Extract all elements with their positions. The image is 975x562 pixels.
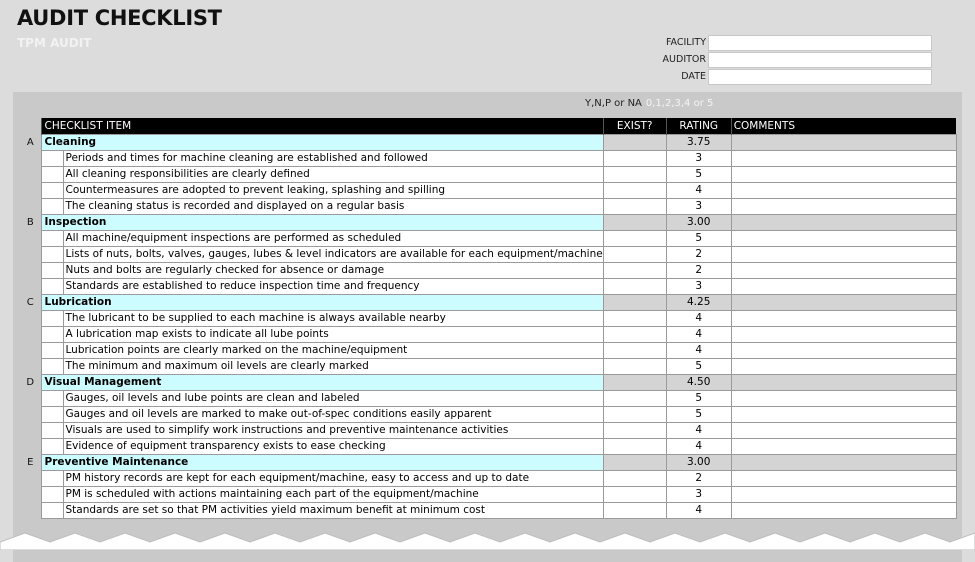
- item-letter-spacer: [20, 406, 41, 422]
- item-indent-cell: [41, 230, 63, 246]
- item-indent-cell: [41, 166, 63, 182]
- checklist-item-text: The lubricant to be supplied to each machine is always available nearby: [63, 310, 603, 326]
- section-name: Visual Management: [41, 374, 603, 390]
- item-letter-spacer: [20, 422, 41, 438]
- item-indent-cell: [41, 246, 63, 262]
- checklist-item-row: [20, 502, 956, 518]
- checklist-item-text: The minimum and maximum oil levels are clearly marked: [63, 358, 603, 374]
- comments-cell[interactable]: [731, 342, 956, 358]
- section-name: Lubrication: [41, 294, 603, 310]
- exist-input-cell[interactable]: [603, 326, 666, 342]
- letter-header: [20, 118, 41, 134]
- comments-cell[interactable]: [731, 422, 956, 438]
- section-exist-cell: [603, 294, 666, 310]
- checklist-item-row: [20, 246, 956, 262]
- checklist-item-row: [20, 230, 956, 246]
- item-letter-spacer: [20, 182, 41, 198]
- exist-input-cell[interactable]: [603, 358, 666, 374]
- audit-meta-fields: [630, 34, 932, 85]
- comments-header: COMMENTS: [731, 118, 956, 134]
- comments-cell[interactable]: [731, 262, 956, 278]
- checklist-item-row: [20, 310, 956, 326]
- section-rating: 4.25: [666, 294, 731, 310]
- section-row: [20, 214, 956, 230]
- checklist-item-row: [20, 198, 956, 214]
- exist-input-cell[interactable]: [603, 166, 666, 182]
- item-letter-spacer: [20, 358, 41, 374]
- checklist-item-text: Standards are established to reduce inspection time and frequency: [63, 278, 603, 294]
- checklist-item-text: Standards are set so that PM activities yield maximum benefit at minimum cost: [63, 502, 603, 518]
- item-indent-cell: [41, 486, 63, 502]
- section-letter: E: [27, 456, 34, 468]
- comments-cell[interactable]: [731, 182, 956, 198]
- item-indent-cell: [41, 326, 63, 342]
- rating-hint: [585, 98, 713, 109]
- section-rating: 3.00: [666, 454, 731, 470]
- item-letter-spacer: [20, 502, 41, 518]
- checklist-item-text: Nuts and bolts are regularly checked for absence or damage: [63, 262, 603, 278]
- checklist-item-header: CHECKLIST ITEM: [41, 118, 603, 134]
- checklist-item-text: Gauges and oil levels are marked to make out-of-spec conditions easily apparent: [63, 406, 603, 422]
- section-comments-cell: [731, 454, 956, 470]
- rating-cell[interactable]: 4: [666, 502, 731, 518]
- item-letter-spacer: [20, 278, 41, 294]
- checklist-item-row: [20, 486, 956, 502]
- checklist-item-text: PM is scheduled with actions maintaining each part of the equipment/machine: [63, 486, 603, 502]
- section-name: Cleaning: [41, 134, 603, 150]
- checklist-item-text: PM history records are kept for each equipment/machine, easy to access and up to date: [63, 470, 603, 486]
- date-row: [630, 68, 932, 85]
- rating-cell[interactable]: 5: [666, 358, 731, 374]
- comments-cell[interactable]: [731, 230, 956, 246]
- rating-cell[interactable]: 4: [666, 182, 731, 198]
- auditor-label: AUDITOR: [662, 54, 706, 65]
- rating-cell[interactable]: 3: [666, 278, 731, 294]
- item-letter-spacer: [20, 230, 41, 246]
- comments-cell[interactable]: [731, 486, 956, 502]
- checklist-item-text: Periods and times for machine cleaning are established and followed: [63, 150, 603, 166]
- rating-cell[interactable]: 4: [666, 342, 731, 358]
- checklist-item-text: Countermeasures are adopted to prevent leaking, splashing and spilling: [63, 182, 603, 198]
- item-letter-spacer: [20, 150, 41, 166]
- rating-cell[interactable]: 4: [666, 310, 731, 326]
- facility-row: [630, 34, 932, 51]
- item-letter-spacer: [20, 198, 41, 214]
- exist-input-cell[interactable]: [603, 502, 666, 518]
- item-letter-spacer: [20, 262, 41, 278]
- exist-input-cell[interactable]: [603, 150, 666, 166]
- item-letter-spacer: [20, 166, 41, 182]
- checklist-item-text: Lubrication points are clearly marked on the machine/equipment: [63, 342, 603, 358]
- date-field[interactable]: [708, 69, 932, 85]
- comments-cell[interactable]: [731, 278, 956, 294]
- rating-cell[interactable]: 4: [666, 438, 731, 454]
- checklist-item-row: [20, 166, 956, 182]
- exist-input-cell[interactable]: [603, 182, 666, 198]
- checklist-item-text: Evidence of equipment transparency exists to ease checking: [63, 438, 603, 454]
- exist-input-cell[interactable]: [603, 278, 666, 294]
- section-letter: A: [26, 136, 34, 148]
- checklist-item-row: [20, 150, 956, 166]
- section-comments-cell: [731, 134, 956, 150]
- item-indent-cell: [41, 262, 63, 278]
- rating-header: RATING: [666, 118, 731, 134]
- facility-field[interactable]: [708, 35, 932, 51]
- checklist-item-row: [20, 438, 956, 454]
- checklist-item-row: [20, 470, 956, 486]
- item-indent-cell: [41, 422, 63, 438]
- auditor-row: [630, 51, 932, 68]
- checklist-item-row: [20, 278, 956, 294]
- exist-hint: Y,N,P or NA: [585, 98, 642, 109]
- torn-edge: [0, 531, 975, 550]
- page-title: AUDIT CHECKLIST: [17, 6, 222, 30]
- rating-cell[interactable]: 3: [666, 150, 731, 166]
- item-indent-cell: [41, 358, 63, 374]
- item-indent-cell: [41, 438, 63, 454]
- item-letter-spacer: [20, 326, 41, 342]
- checklist-item-text: A lubrication map exists to indicate all lube points: [63, 326, 603, 342]
- item-indent-cell: [41, 470, 63, 486]
- date-label: DATE: [681, 71, 706, 82]
- comments-cell[interactable]: [731, 198, 956, 214]
- checklist-rows: [20, 134, 956, 518]
- item-indent-cell: [41, 390, 63, 406]
- exist-header: EXIST?: [603, 118, 666, 134]
- item-indent-cell: [41, 198, 63, 214]
- section-exist-cell: [603, 454, 666, 470]
- checklist-item-text: All cleaning responsibilities are clearly defined: [63, 166, 603, 182]
- auditor-field[interactable]: [708, 52, 932, 68]
- rating-cell[interactable]: 4: [666, 422, 731, 438]
- checklist-item-row: [20, 342, 956, 358]
- exist-input-cell[interactable]: [603, 246, 666, 262]
- checklist-table: [20, 118, 957, 519]
- section-name: Preventive Maintenance: [41, 454, 603, 470]
- comments-cell[interactable]: [731, 406, 956, 422]
- item-letter-spacer: [20, 310, 41, 326]
- rating-cell[interactable]: 4: [666, 326, 731, 342]
- section-letter: D: [26, 376, 35, 388]
- comments-cell[interactable]: [731, 438, 956, 454]
- comments-cell[interactable]: [731, 502, 956, 518]
- item-indent-cell: [41, 182, 63, 198]
- section-row: [20, 134, 956, 150]
- section-comments-cell: [731, 214, 956, 230]
- checklist-item-row: [20, 390, 956, 406]
- item-letter-spacer: [20, 486, 41, 502]
- rating-cell[interactable]: 2: [666, 262, 731, 278]
- exist-input-cell[interactable]: [603, 470, 666, 486]
- section-rating: 4.50: [666, 374, 731, 390]
- item-letter-spacer: [20, 246, 41, 262]
- section-exist-cell: [603, 214, 666, 230]
- checklist-item-text: All machine/equipment inspections are performed as scheduled: [63, 230, 603, 246]
- section-row: [20, 294, 956, 310]
- item-letter-spacer: [20, 342, 41, 358]
- section-comments-cell: [731, 294, 956, 310]
- item-letter-spacer: [20, 470, 41, 486]
- checklist-item-text: Visuals are used to simplify work instructions and preventive maintenance activities: [63, 422, 603, 438]
- exist-input-cell[interactable]: [603, 262, 666, 278]
- item-letter-spacer: [20, 390, 41, 406]
- rating-cell[interactable]: 3: [666, 486, 731, 502]
- checklist-item-row: [20, 262, 956, 278]
- item-indent-cell: [41, 406, 63, 422]
- comments-cell[interactable]: [731, 310, 956, 326]
- rating-cell[interactable]: 2: [666, 470, 731, 486]
- rating-cell[interactable]: 5: [666, 406, 731, 422]
- item-indent-cell: [41, 150, 63, 166]
- exist-input-cell[interactable]: [603, 310, 666, 326]
- rating-cell[interactable]: 5: [666, 166, 731, 182]
- item-indent-cell: [41, 310, 63, 326]
- exist-input-cell[interactable]: [603, 198, 666, 214]
- rating-cell[interactable]: 5: [666, 230, 731, 246]
- rating-cell[interactable]: 2: [666, 246, 731, 262]
- section-rating: 3.00: [666, 214, 731, 230]
- section-comments-cell: [731, 374, 956, 390]
- section-row: [20, 454, 956, 470]
- facility-label: FACILITY: [665, 37, 706, 48]
- item-indent-cell: [41, 278, 63, 294]
- section-row: [20, 374, 956, 390]
- exist-input-cell[interactable]: [603, 230, 666, 246]
- section-exist-cell: [603, 134, 666, 150]
- comments-cell[interactable]: [731, 326, 956, 342]
- section-letter: C: [26, 296, 34, 308]
- checklist-item-text: Gauges, oil levels and lube points are clean and labeled: [63, 390, 603, 406]
- exist-input-cell[interactable]: [603, 422, 666, 438]
- comments-cell[interactable]: [731, 470, 956, 486]
- checklist-item-row: [20, 358, 956, 374]
- page-subtitle: TPM AUDIT: [17, 36, 92, 50]
- rating-scale-hint: 0,1,2,3,4 or 5: [645, 98, 714, 109]
- section-letter: B: [26, 216, 34, 228]
- header-row: [20, 118, 956, 134]
- item-indent-cell: [41, 502, 63, 518]
- section-rating: 3.75: [666, 134, 731, 150]
- item-indent-cell: [41, 342, 63, 358]
- exist-input-cell[interactable]: [603, 390, 666, 406]
- checklist-item-row: [20, 406, 956, 422]
- comments-cell[interactable]: [731, 150, 956, 166]
- section-exist-cell: [603, 374, 666, 390]
- exist-input-cell[interactable]: [603, 342, 666, 358]
- exist-input-cell[interactable]: [603, 438, 666, 454]
- rating-cell[interactable]: 5: [666, 390, 731, 406]
- exist-input-cell[interactable]: [603, 406, 666, 422]
- comments-cell[interactable]: [731, 390, 956, 406]
- section-name: Inspection: [41, 214, 603, 230]
- item-letter-spacer: [20, 438, 41, 454]
- checklist-item-row: [20, 326, 956, 342]
- exist-input-cell[interactable]: [603, 486, 666, 502]
- rating-cell[interactable]: 3: [666, 198, 731, 214]
- checklist-item-text: The cleaning status is recorded and displayed on a regular basis: [63, 198, 603, 214]
- checklist-item-row: [20, 182, 956, 198]
- comments-cell[interactable]: [731, 166, 956, 182]
- checklist-item-text: Lists of nuts, bolts, valves, gauges, lubes & level indicators are available for each equipment/machine: [63, 246, 603, 262]
- checklist-item-row: [20, 422, 956, 438]
- comments-cell[interactable]: [731, 358, 956, 374]
- comments-cell[interactable]: [731, 246, 956, 262]
